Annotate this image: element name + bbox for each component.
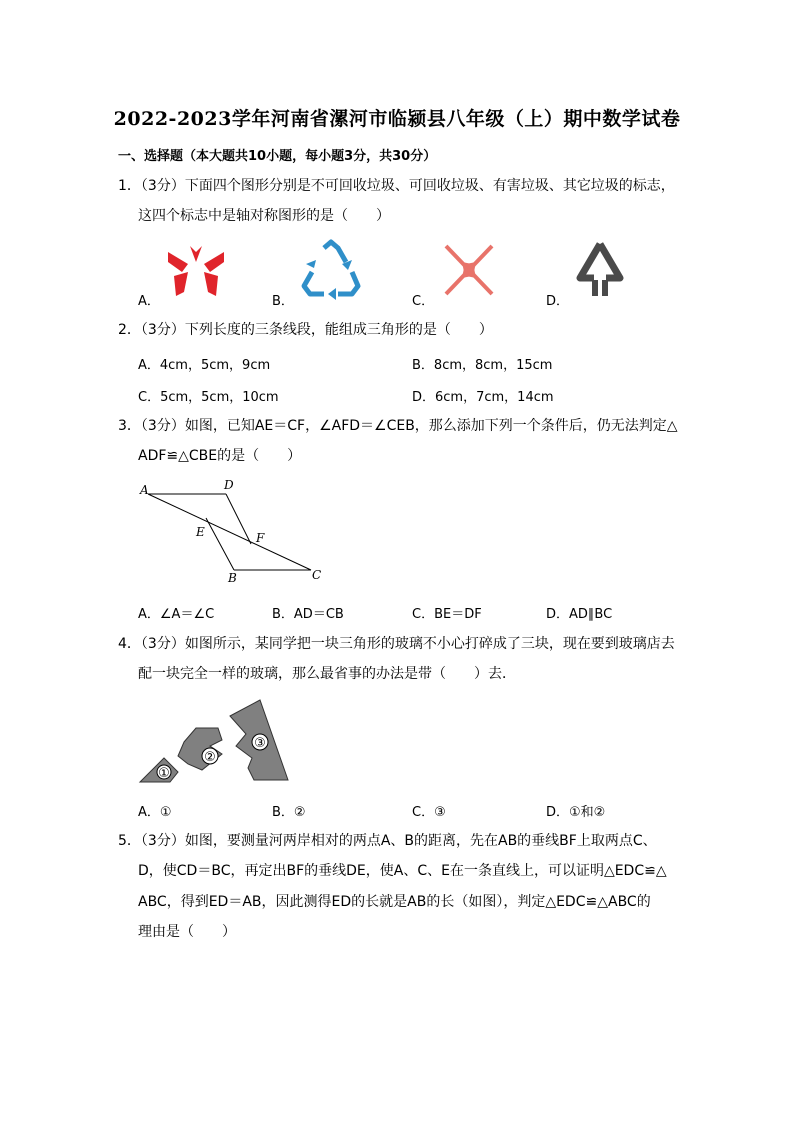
q1-option-a[interactable]: A．	[138, 294, 160, 309]
nonrecyclable-icon	[166, 242, 226, 298]
hazardous-icon	[442, 242, 496, 298]
q4-glass-pieces-figure	[138, 698, 298, 788]
q1-line1: 1．（3分）下面四个图形分别是不可回收垃圾、可回收垃圾、有害垃圾、其它垃圾的标志，	[118, 178, 675, 194]
section-heading: 一、选择题（本大题共10小题，每小题3分，共30分）	[118, 149, 437, 164]
q3-option-c[interactable]: C．BE＝DF	[412, 607, 482, 622]
q4-option-d[interactable]: D．①和②	[546, 805, 606, 820]
label-a: A	[140, 483, 149, 497]
label-b: B	[228, 571, 237, 585]
label-f: F	[256, 531, 265, 545]
q1-option-c[interactable]: C．	[412, 294, 435, 309]
recyclable-icon	[300, 240, 362, 298]
q1-line2: 这四个标志中是轴对称图形的是（ ）	[138, 208, 390, 224]
piece-1-label: ①	[158, 766, 170, 781]
q2-option-b[interactable]: B．8cm，8cm，15cm	[412, 358, 553, 373]
label-e: E	[196, 525, 205, 539]
q4-option-c[interactable]: C．③	[412, 805, 446, 820]
q2-option-a[interactable]: A．4cm，5cm，9cm	[138, 358, 271, 373]
q5-line4: 理由是（ ）	[138, 924, 236, 940]
q4-line1: 4．（3分）如图所示，某同学把一块三角形的玻璃不小心打碎成了三块，现在要到玻璃店去	[118, 636, 675, 652]
q1-option-b[interactable]: B．	[272, 294, 294, 309]
q2-option-d[interactable]: D．6cm，7cm，14cm	[412, 390, 554, 405]
q3-option-a[interactable]: A．∠A＝∠C	[138, 607, 215, 622]
q3-line2: ADF≌△CBE的是（ ）	[138, 448, 302, 464]
other-waste-icon	[574, 240, 626, 300]
q4-option-b[interactable]: B．②	[272, 805, 306, 820]
q5-line1: 5．（3分）如图，要测量河两岸相对的两点A、B的距离，先在AB的垂线BF上取两点C、	[118, 833, 657, 849]
q5-line2: D，使CD＝BC，再定出BF的垂线DE，使A、C、E在一条直线上，可以证明△EDC≌△	[138, 863, 667, 879]
page-title: 2022-2023学年河南省漯河市临颍县八年级（上）期中数学试卷	[113, 108, 681, 130]
q1-option-d[interactable]: D．	[546, 294, 570, 309]
q4-line2: 配一块完全一样的玻璃，那么最省事的办法是带（ ）去．	[138, 666, 516, 682]
q3-option-d[interactable]: D．AD∥BC	[546, 607, 613, 622]
q2-line1: 2．（3分）下列长度的三条线段，能组成三角形的是（ ）	[118, 322, 493, 338]
piece-2-label: ②	[204, 750, 216, 765]
label-c: C	[312, 568, 322, 582]
piece-3-label: ③	[254, 736, 266, 751]
q3-geometry-figure	[136, 478, 336, 588]
q3-line1: 3．（3分）如图，已知AE＝CF，∠AFD＝∠CEB，那么添加下列一个条件后，仍无法判定△	[118, 418, 678, 434]
label-d: D	[224, 478, 234, 492]
q5-line3: ABC，得到ED＝AB，因此测得ED的长就是AB的长（如图），判定△EDC≌△ABC的	[138, 894, 651, 910]
q2-option-c[interactable]: C．5cm，5cm，10cm	[138, 390, 279, 405]
q4-option-a[interactable]: A．①	[138, 805, 172, 820]
q3-option-b[interactable]: B．AD＝CB	[272, 607, 344, 622]
